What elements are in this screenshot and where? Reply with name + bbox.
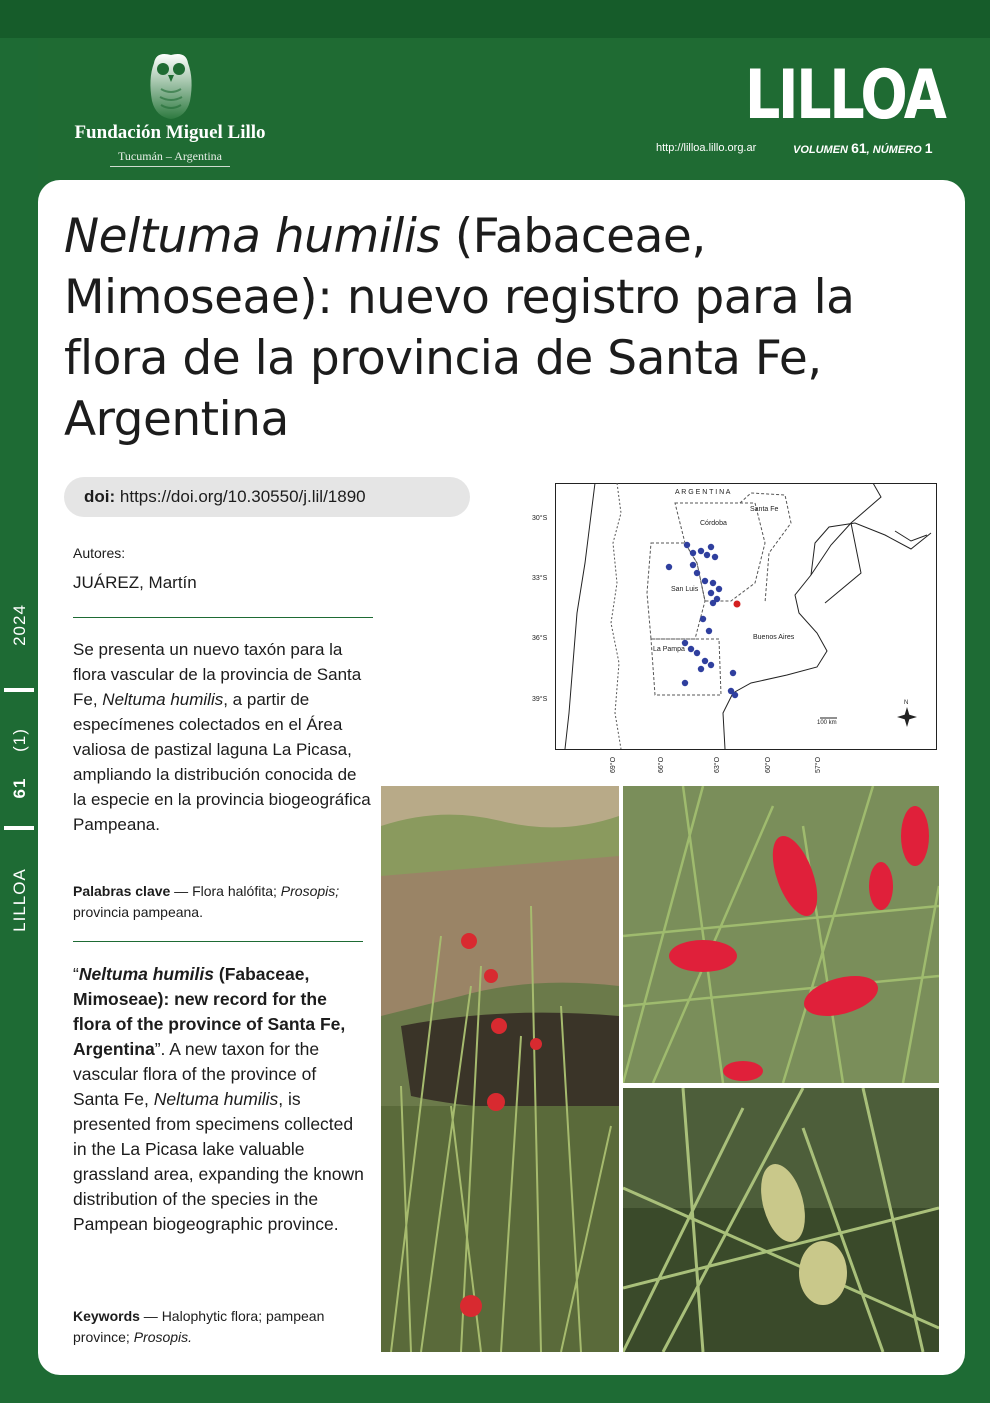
doi-label: doi: — [84, 487, 116, 506]
pods-photo — [623, 1088, 939, 1352]
article-title — [64, 206, 944, 450]
volume-number: 61 — [851, 140, 867, 156]
record-point — [710, 580, 716, 586]
foundation-name: Fundación Miguel Lillo — [74, 122, 266, 143]
title-part: Mimoseae): nuevo registro para la — [64, 270, 855, 325]
keywords-italic: Prosopis. — [133, 1329, 193, 1345]
record-point — [702, 578, 708, 584]
issue-number: 1 — [924, 140, 933, 156]
record-point — [710, 600, 716, 606]
lon-label: 66°O — [658, 756, 665, 773]
record-point — [732, 692, 738, 698]
number-label: NÚMERO — [872, 144, 922, 156]
keywords-italic: Prosopis; — [280, 883, 340, 899]
top-band — [0, 0, 990, 38]
abstract-species: Neltuma humilis — [102, 690, 224, 709]
keywords-text: — Flora halófita; — [170, 883, 281, 899]
record-point — [716, 586, 722, 592]
en-title: (Fabaceae, Mimoseae): new record for the flora of the province of Santa Fe, Argentina — [73, 964, 346, 1059]
abstract-text: Se presenta un nuevo taxón para la flora vascular de la provincia de Santa Fe, — [73, 640, 362, 709]
keywords-text: — Halophytic flora; pampean province; — [73, 1308, 325, 1345]
lon-label: 69°O — [610, 756, 617, 773]
map-province: La Pampa — [653, 646, 685, 653]
en-text: ”. A new taxon for the vascular flora of the province of Santa Fe, — [73, 1039, 320, 1109]
record-point — [706, 628, 712, 634]
record-point — [700, 616, 706, 622]
record-point — [666, 564, 672, 570]
record-point — [688, 646, 694, 652]
en-text: , is presented from specimens collected in the La Picasa lake valuable grassland area, expanding the known distribution of the species in the Pampean biogeographic province. — [73, 1089, 364, 1234]
map-scale: 100 km — [817, 720, 837, 726]
record-point — [694, 570, 700, 576]
divider — [73, 617, 373, 618]
title-part: (Fabaceae, — [440, 209, 706, 264]
owl-icon — [148, 49, 194, 121]
record-point — [698, 548, 704, 554]
new-record-point — [734, 601, 741, 608]
volume-label: VOLUMEN — [793, 144, 848, 156]
record-point — [684, 542, 690, 548]
author-name: JUÁREZ, Martín — [73, 573, 197, 592]
abstract-en — [73, 962, 365, 1237]
lon-label: 57°O — [815, 756, 822, 773]
record-point — [704, 552, 710, 558]
doi-link[interactable]: https://doi.org/10.30550/j.lil/1890 — [119, 487, 366, 506]
title-part: flora de la provincia de Santa Fe, — [64, 331, 822, 386]
map-province: Santa Fe — [750, 506, 779, 513]
spine-volume: 61 — [10, 777, 29, 799]
record-point — [698, 666, 704, 672]
volume-info: VOLUMEN 61, NÚMERO 1 — [793, 140, 933, 156]
record-point — [730, 670, 736, 676]
flowers-photo — [623, 786, 939, 1083]
en-title-species: Neltuma humilis — [78, 964, 214, 984]
record-point — [702, 658, 708, 664]
lon-label: 63°O — [714, 756, 721, 773]
record-point — [712, 554, 718, 560]
map-north: N — [904, 700, 909, 706]
foundation-logo — [60, 45, 280, 170]
lat-label: 33°S — [532, 575, 548, 582]
map-province: San Luis — [671, 586, 699, 593]
spine-journal: LILLOA — [10, 868, 29, 932]
lon-label: 60°O — [765, 756, 772, 773]
foundation-location: Tucumán – Argentina — [118, 149, 222, 163]
lat-label: 30°S — [532, 515, 548, 522]
map-province: Córdoba — [700, 520, 727, 527]
keywords-label: Keywords — [73, 1308, 140, 1324]
keywords-label: Palabras clave — [73, 883, 171, 899]
record-point — [708, 590, 714, 596]
habitat-photo — [381, 786, 619, 1352]
keywords-en — [73, 1306, 373, 1348]
map-province: Buenos Aires — [753, 634, 795, 641]
abstract-text: , a partir de especímenes colectados en el Área valiosa de pastizal laguna La Picasa, ampliando la distribución conocida de la especie en la provincia biogeográfica Pampeana. — [73, 690, 371, 834]
journal-url[interactable]: http://lilloa.lillo.org.ar — [656, 142, 757, 154]
abstract-es — [73, 637, 373, 837]
distribution-map — [555, 483, 937, 750]
record-point — [690, 550, 696, 556]
journal-title: LILLOA — [744, 56, 944, 135]
divider — [110, 166, 230, 167]
lat-label: 36°S — [532, 635, 548, 642]
record-point — [694, 650, 700, 656]
side-spine — [0, 590, 38, 950]
lat-label: 39°S — [532, 696, 548, 703]
title-species: Neltuma humilis — [64, 209, 441, 264]
record-point — [682, 680, 688, 686]
keywords-text: provincia pampeana. — [73, 904, 203, 920]
spine-issue: (1) — [10, 728, 29, 752]
divider — [73, 941, 363, 942]
title-part: Argentina — [64, 392, 289, 447]
record-point — [708, 544, 714, 550]
record-point — [682, 640, 688, 646]
keywords-es — [73, 881, 373, 923]
spine-year: 2024 — [10, 604, 29, 646]
en-species: Neltuma humilis — [153, 1089, 279, 1109]
en-quote: “ — [73, 964, 79, 984]
map-country: A R G E N T I N A — [675, 489, 731, 496]
spine-divider — [4, 826, 34, 830]
authors-label: Autores: — [73, 545, 126, 561]
record-point — [708, 662, 714, 668]
doi-pill[interactable] — [64, 477, 470, 517]
record-point — [690, 562, 696, 568]
